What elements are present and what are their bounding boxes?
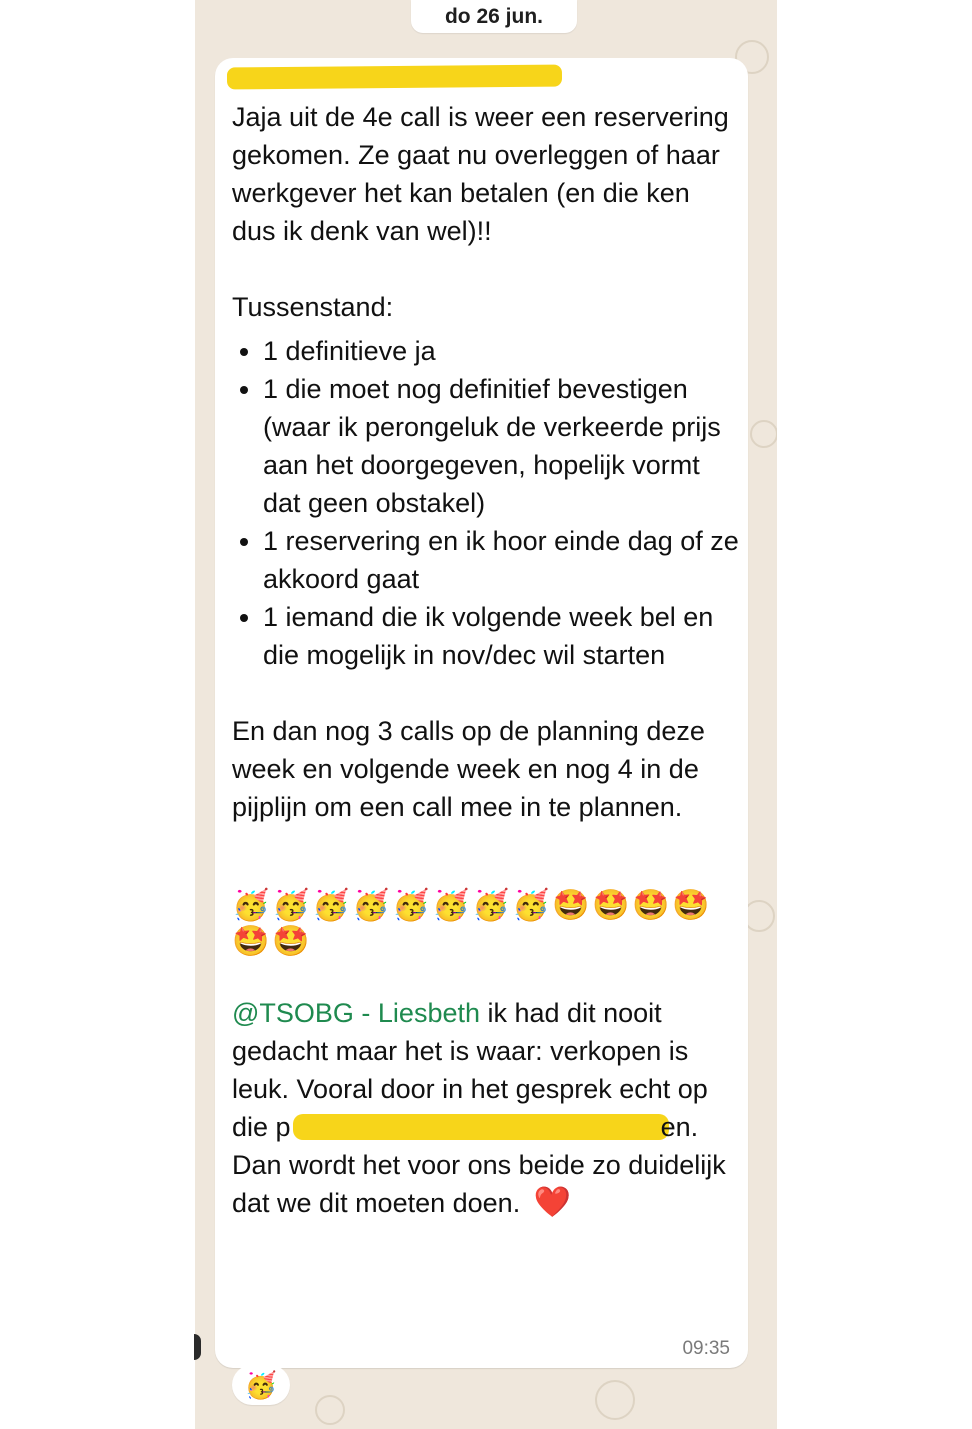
party-face-emoji: 🥳 [472,889,511,922]
message-fragment: ik had dit nooit gedacht maar het is waar: verkopen is leuk. Vooral door in het gesprek echt op die p [232,998,708,1142]
party-face-emoji: 🥳 [512,889,551,922]
status-list [232,332,740,674]
message-fragment: en. Dan wordt het voor ons beide zo duidelijk dat we dit moeten doen. [232,1112,726,1218]
emoji-row [232,924,740,960]
list-item: • 1 reservering en ik hoor einde dag of ze akkoord gaat [263,522,740,598]
party-face-emoji: 🥳 [232,889,271,922]
message-bubble[interactable] [215,58,748,1368]
star-struck-emoji: 🤩 [632,889,671,922]
redacted-sender-name [227,65,562,90]
right-margin [777,0,972,1429]
star-struck-emoji: 🤩 [552,889,591,922]
mention-paragraph [232,994,740,1222]
star-struck-emoji: 🤩 [592,889,631,922]
list-item: • 1 definitieve ja [263,332,740,370]
sender-avatar[interactable] [194,1334,201,1360]
left-margin [0,0,195,1429]
emoji-row [232,888,740,924]
list-item: • 1 iemand die ik volgende week bel en die mogelijk in nov/dec wil starten [263,598,740,674]
date-divider: do 26 jun. [411,0,577,33]
message-timestamp: 09:35 [682,1338,730,1359]
party-face-emoji: 🥳 [432,889,471,922]
star-struck-emoji: 🤩 [272,925,311,958]
list-item: • 1 die moet nog definitief bevestigen (waar ik perongeluk de verkeerde prijs aan het doorgegeven, hopelijk vormt dat geen obstakel) [263,370,740,522]
star-struck-emoji: 🤩 [232,925,271,958]
reaction-badge[interactable]: 🥳 [232,1365,290,1405]
star-struck-emoji: 🤩 [672,889,711,922]
mention-link[interactable]: @TSOBG - Liesbeth [232,998,480,1028]
party-face-emoji: 🥳 [272,889,311,922]
party-face-emoji: 🥳 [392,889,431,922]
message-paragraph: Jaja uit de 4e call is weer een reservering gekomen. Ze gaat nu overleggen of haar werkgever het kan betalen (en die ken dus ik denk van wel)!! [232,102,729,246]
party-face-emoji: 🥳 [312,889,351,922]
heart-emoji: ❤️ [533,1186,572,1219]
message-text [232,98,740,1222]
redacted-text [293,1114,669,1140]
message-paragraph: En dan nog 3 calls op de planning deze week en volgende week en nog 4 in de pijplijn om een call mee in te plannen. [232,716,705,822]
party-face-emoji: 🥳 [352,889,391,922]
message-heading: Tussenstand: [232,292,394,322]
